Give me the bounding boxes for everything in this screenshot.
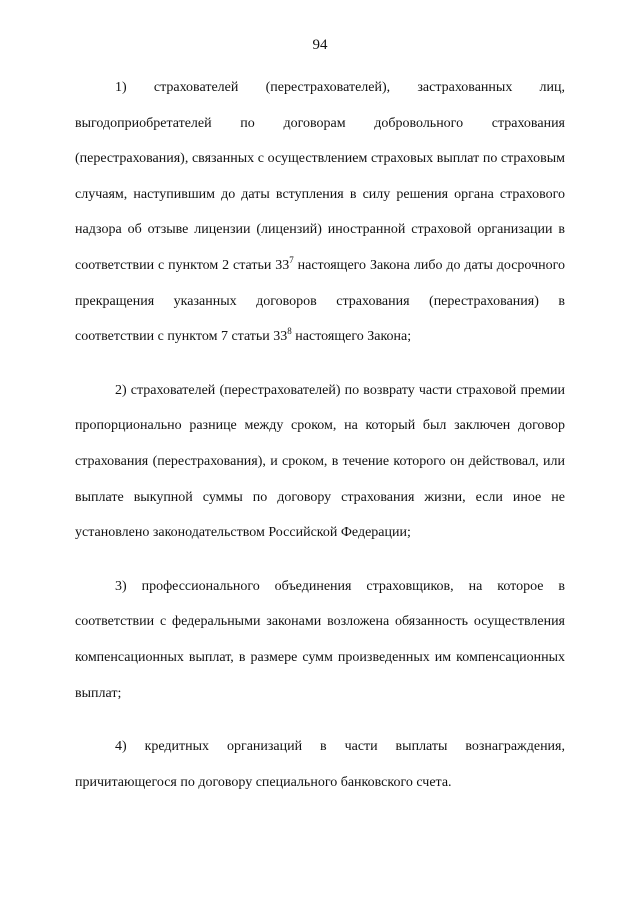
paragraph-1-text: настоящего Закона либо до даты досрочного прекращения указанных договоров страхования (перестрахования) в соответствии с пунктом 7 статьи 33 — [75, 257, 565, 345]
paragraph-2-text: 2) страхователей (перестрахователей) по возврату части страховой премии пропорционально разнице между сроком, на который был заключен договор страхования (перестрахования), и сроком, в течение которого он действовал, или выплате выкупной суммы по договору страхования жизни, если иное не установлено законодательством Российской Федерации; — [75, 382, 565, 541]
page-number: 94 — [312, 37, 328, 53]
paragraph-4-text: 4) кредитных организаций в части выплаты вознаграждения, причитающегося по договору специального банковского счета. — [75, 739, 565, 790]
paragraph-4 — [75, 729, 565, 800]
article-superscript-8: 8 — [287, 326, 292, 337]
document-body — [75, 70, 565, 800]
paragraph-3-text: 3) профессионального объединения страховщиков, на которое в соответствии с федеральными законами возложена обязанность осуществления компенсационных выплат, в размере сумм произведенных им компенсационных выплат; — [75, 578, 565, 701]
article-superscript-7: 7 — [289, 254, 294, 265]
paragraph-1-text: 1) страхователей (перестрахователей), застрахованных лиц, выгодоприобретателей по договорам добровольного страхования (перестрахования), связанных с осуществлением страховых выплат по страховым случаям, наступившим до даты вступления в силу решения органа страхового надзора об отзыве лицензии (лицензий) иностранной страховой организации в соответствии с пунктом 2 статьи 33 — [75, 80, 565, 273]
paragraph-3 — [75, 569, 565, 711]
paragraph-1 — [75, 70, 565, 355]
paragraph-2 — [75, 373, 565, 551]
paragraph-1-text: настоящего Закона; — [291, 329, 412, 345]
